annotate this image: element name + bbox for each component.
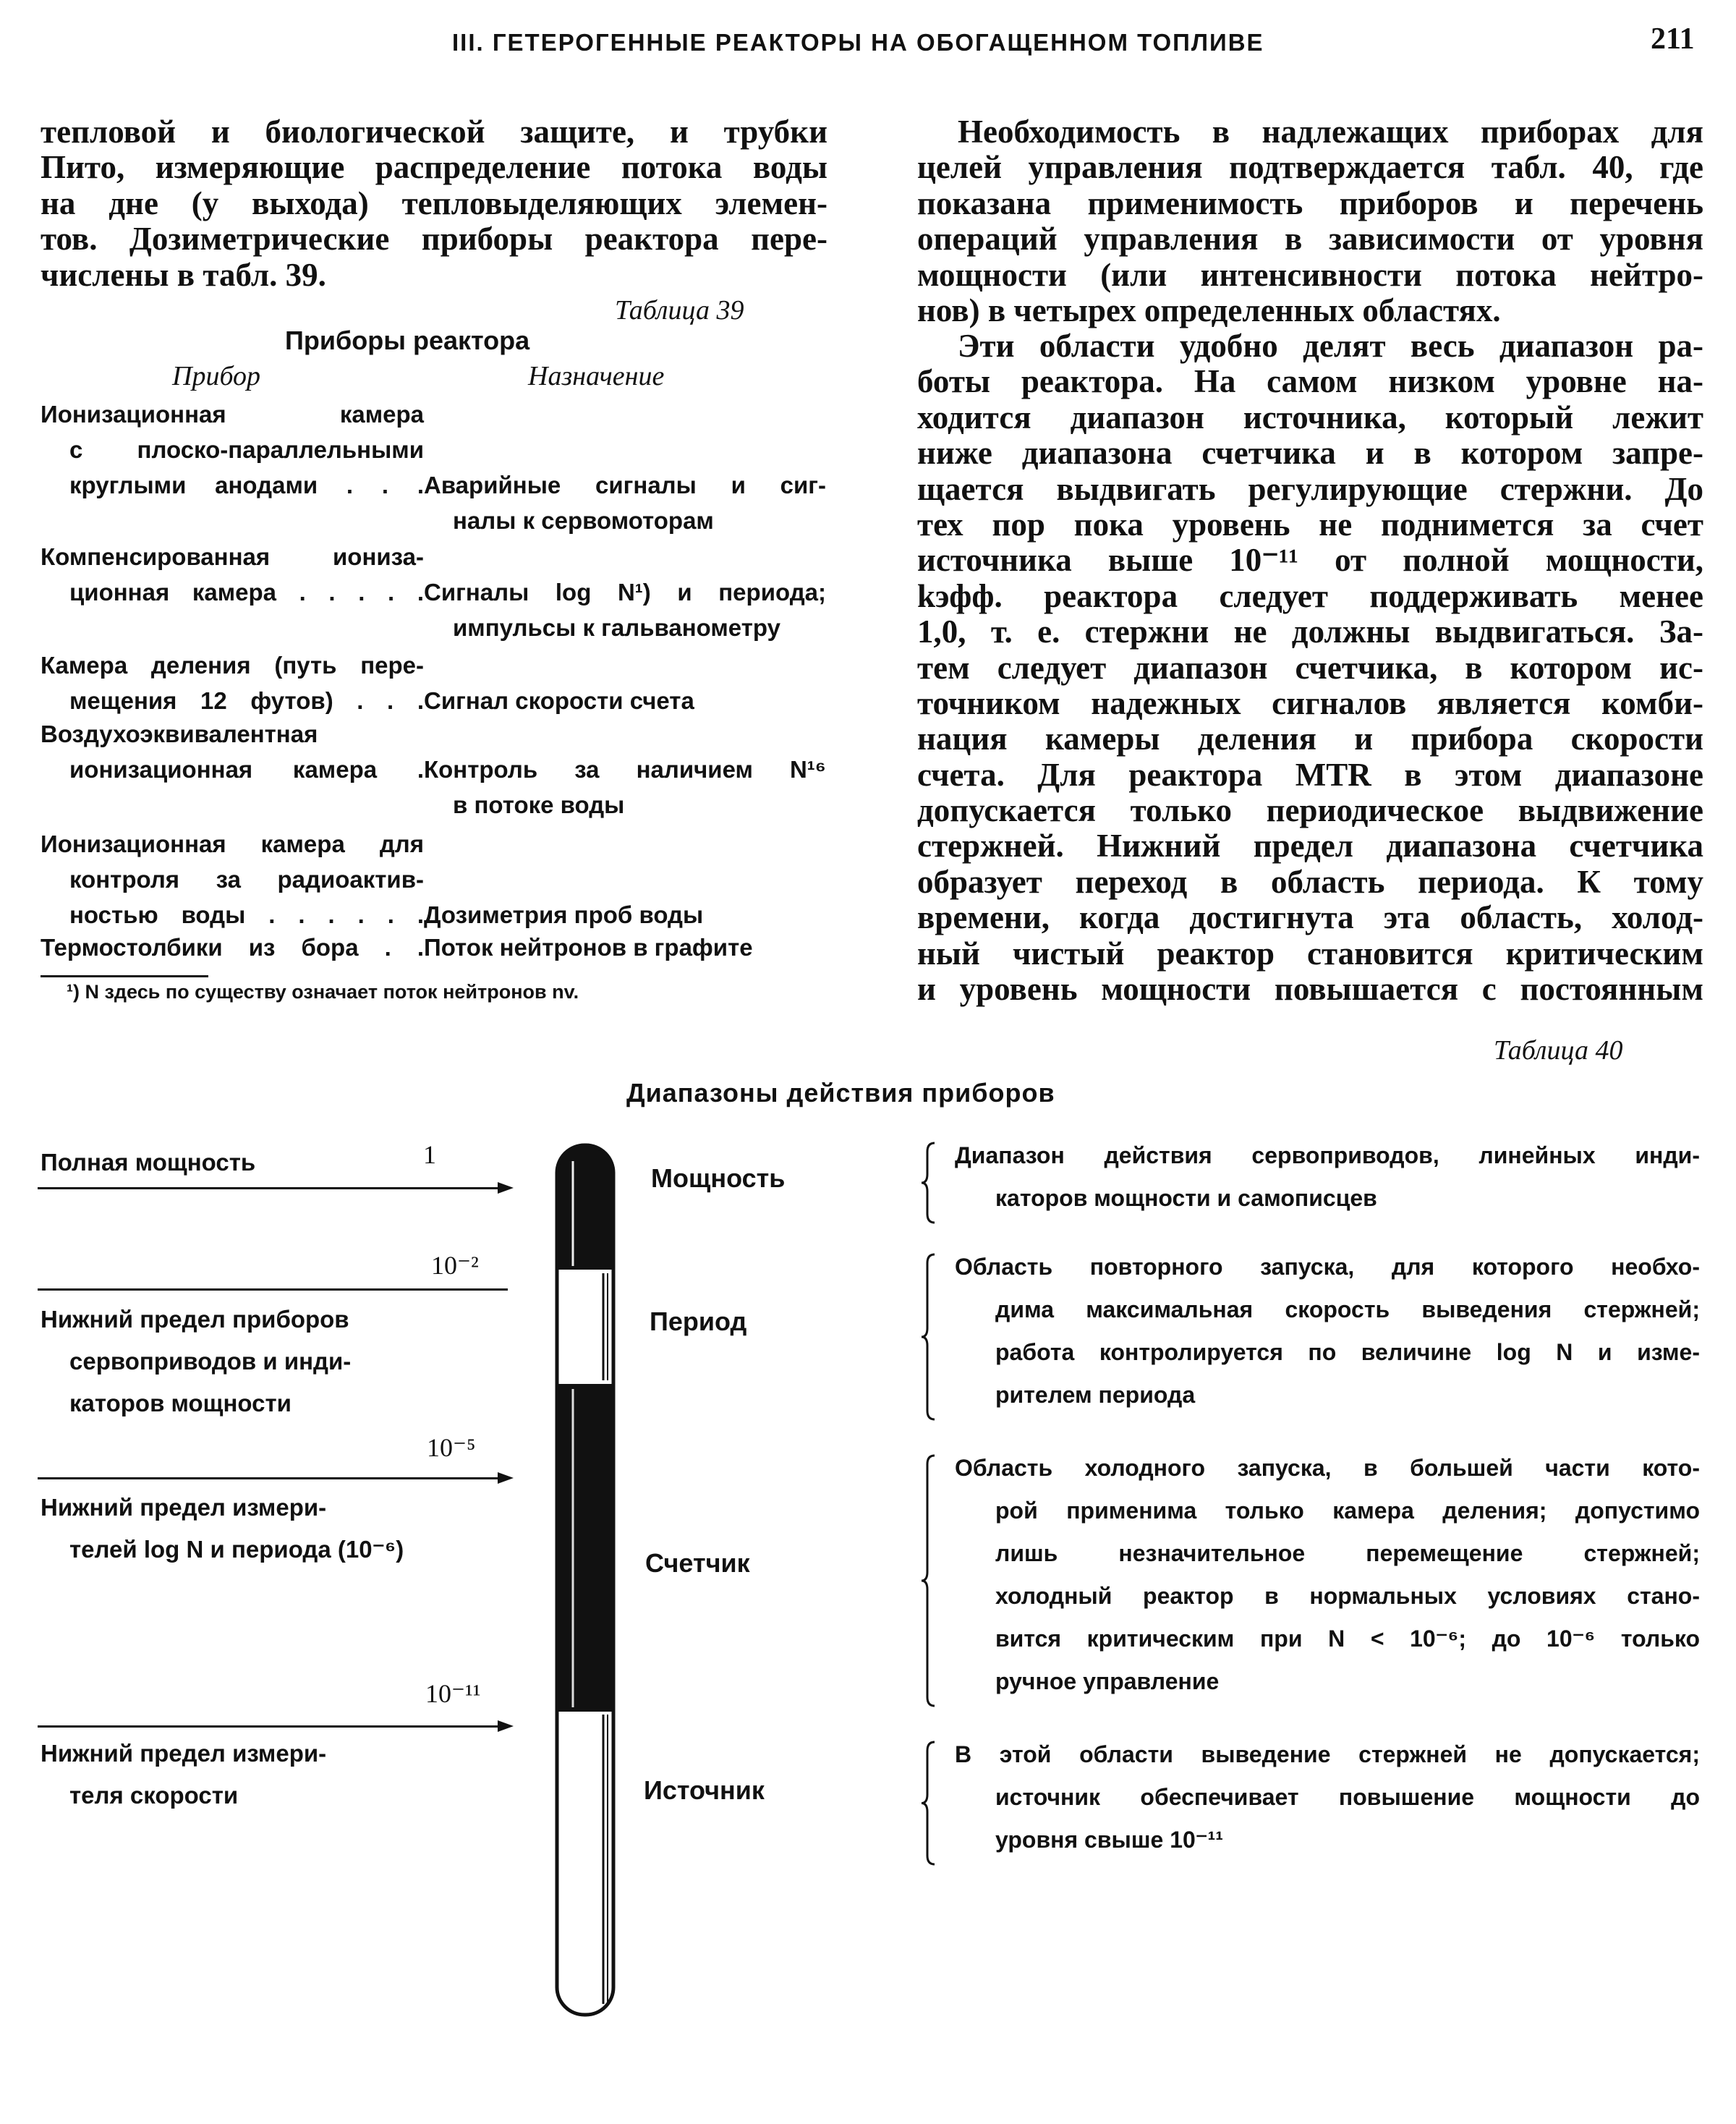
description-line: источник обеспечивает повышение мощности до	[995, 1784, 1700, 1810]
table-39-caption: Таблица 39	[615, 295, 744, 326]
table-row	[41, 647, 829, 718]
device-cell	[41, 396, 424, 538]
text-line: нация камеры деления и прибора скорости	[917, 721, 1703, 757]
text-line: показана применимость приборов и перечень	[917, 184, 1703, 221]
level-label	[41, 1299, 351, 1424]
text-line: kэфф. реактора следует поддерживать менее	[917, 577, 1703, 614]
table-40-title: Диапазоны действия приборов	[626, 1078, 1055, 1108]
brace-icon	[919, 1252, 940, 1422]
purpose-cell	[424, 647, 826, 718]
device-line: ционная камера . . . . .	[69, 579, 424, 606]
running-title: III. ГЕТЕРОГЕННЫЕ РЕАКТОРЫ НА ОБОГАЩЕННОМ ТОПЛИВЕ	[452, 29, 1264, 56]
purpose-line: налы к сервомоторам	[453, 507, 714, 534]
purpose-line: импульсы к гальванометру	[453, 614, 780, 641]
arrow-icon	[498, 1472, 514, 1484]
purpose-line: Контроль за наличием N¹⁶	[424, 756, 826, 783]
purpose-cell	[424, 716, 826, 823]
level-line	[38, 1187, 499, 1189]
text-line: счета. Для реактора MTR в этом диапазоне	[917, 756, 1703, 793]
purpose-cell	[424, 826, 826, 933]
device-line: с плоско-параллельными	[69, 436, 424, 463]
text-line: времени, когда достигнута эта область, холод-	[917, 899, 1703, 936]
text-line: операций управления в зависимости от уровня	[917, 221, 1703, 258]
text-line: числены в табл. 39.	[41, 256, 326, 293]
table-39-col-purpose: Назначение	[528, 361, 665, 391]
description-line: работа контролируется по величине log N и изме-	[995, 1339, 1700, 1365]
label-line: теля скорости	[69, 1782, 239, 1809]
level-line	[38, 1288, 508, 1291]
table-39-title: Приборы реактора	[285, 326, 530, 355]
range-name: Счетчик	[645, 1548, 750, 1578]
purpose-line: в потоке воды	[453, 791, 625, 818]
text-line: ный чистый реактор становится критическим	[917, 935, 1703, 972]
device-cell	[41, 930, 424, 965]
range-name: Период	[650, 1307, 747, 1336]
table-40-caption: Таблица 40	[1494, 1035, 1623, 1066]
level-value: 10⁻⁵	[427, 1433, 476, 1462]
level-line	[38, 1477, 499, 1479]
text-line: тех пор пока уровень не поднимется за счет	[917, 506, 1703, 543]
purpose-line: Дозиметрия проб воды	[424, 901, 704, 928]
level-value: 1	[423, 1140, 436, 1169]
text-line: на дне (у выхода) тепловыделяющих элемен-	[41, 184, 827, 221]
device-line: Термостолбики из бора . .	[41, 934, 424, 961]
description-line: Диапазон действия сервоприводов, линейных инди-	[955, 1142, 1700, 1168]
text-line: тем следует диапазон счетчика, в котором ис-	[917, 649, 1703, 686]
description-line: дима максимальная скорость выведения стержней;	[995, 1296, 1700, 1322]
table-row	[41, 826, 829, 933]
range-description	[955, 1733, 1700, 1861]
level-label	[41, 1142, 255, 1184]
text-line: мощности (или интенсивности потока нейтро-	[917, 256, 1703, 293]
purpose-line: Поток нейтронов в графите	[424, 934, 753, 961]
device-line: ионизационная камера .	[69, 756, 424, 783]
rod-segment-period	[557, 1270, 613, 1384]
label-line: Нижний предел измери-	[41, 1494, 327, 1521]
brace-icon	[919, 1739, 940, 1867]
table-39	[41, 396, 829, 975]
label-line: Полная мощность	[41, 1149, 256, 1176]
table-row	[41, 539, 829, 645]
device-line: Компенсированная иониза-	[41, 543, 424, 570]
description-line: уровня свыше 10⁻¹¹	[995, 1827, 1223, 1853]
footnote: ¹) N здесь по существу означает поток нейтронов nv.	[67, 981, 579, 1003]
description-line: холодный реактор в нормальных условиях стано-	[995, 1583, 1700, 1609]
text-line: стержней. Нижний предел диапазона счетчика	[917, 828, 1703, 865]
device-cell	[41, 539, 424, 645]
text-line: Эти области удобно делят весь диапазон ра-	[958, 328, 1703, 364]
range-description	[955, 1246, 1700, 1416]
text-line: Пито, измеряющие распределение потока воды	[41, 149, 827, 186]
range-name: Источник	[644, 1775, 765, 1805]
level-line	[38, 1725, 499, 1728]
range-name: Мощность	[651, 1163, 786, 1193]
device-cell	[41, 716, 424, 823]
level-value: 10⁻¹¹	[425, 1679, 481, 1708]
text-line: и уровень мощности повышается с постоянным	[917, 971, 1703, 1008]
description-line: каторов мощности и самописцев	[995, 1185, 1377, 1211]
brace-icon	[919, 1453, 940, 1709]
text-line: тепловой и биологической защите, и трубки	[41, 114, 827, 150]
device-line: контроля за радиоактив-	[69, 866, 424, 893]
text-line: тов. Дозиметрические приборы реактора пере-	[41, 221, 827, 258]
description-line: В этой области выведение стержней не допускается;	[955, 1741, 1700, 1767]
range-description	[955, 1447, 1700, 1703]
device-line: мещения 12 футов) . . .	[69, 687, 424, 714]
device-line: ностью воды . . . . . .	[69, 901, 424, 928]
arrow-icon	[498, 1182, 514, 1194]
control-rod-illustration	[550, 1139, 622, 2022]
purpose-line: Аварийные сигналы и сиг-	[424, 472, 826, 498]
table-row	[41, 930, 829, 965]
right-paragraph-2	[917, 328, 1703, 1007]
description-line: рой применима только камера деления; допустимо	[995, 1498, 1700, 1524]
label-line: сервоприводов и инди-	[69, 1348, 352, 1375]
level-label	[41, 1487, 404, 1571]
brace-icon	[919, 1140, 940, 1225]
range-description	[955, 1134, 1700, 1220]
text-line: целей управления подтверждается табл. 40, где	[917, 149, 1703, 186]
rod-segment-power	[557, 1139, 613, 1270]
device-cell	[41, 647, 424, 718]
text-line: боты реактора. На самом низком уровне на-	[917, 363, 1703, 400]
device-cell	[41, 826, 424, 933]
text-line: точником надежных сигналов является комби-	[917, 684, 1703, 721]
text-line: нов) в четырех определенных областях.	[917, 292, 1501, 328]
text-line: допускается только периодическое выдвижение	[917, 792, 1703, 829]
label-line: телей log N и периода (10⁻⁶)	[69, 1536, 404, 1563]
description-line: лишь незначительное перемещение стержней;	[995, 1540, 1700, 1566]
rod-segment-source	[557, 1712, 613, 2022]
description-line: Область повторного запуска, для которого необхо-	[955, 1254, 1700, 1280]
description-line: вится критическим при N < 10⁻⁶; до 10⁻⁶ только	[995, 1626, 1700, 1652]
level-label	[41, 1733, 326, 1817]
device-line: Воздухоэквивалентная	[41, 721, 318, 747]
device-line: Ионизационная камера	[41, 401, 424, 428]
table-row	[41, 396, 829, 538]
purpose-cell	[424, 539, 826, 645]
description-line: ручное управление	[995, 1668, 1220, 1694]
arrow-icon	[498, 1720, 514, 1732]
footnote-rule	[41, 975, 208, 977]
purpose-line: Сигналы log N¹) и периода;	[424, 579, 826, 606]
table-row	[41, 716, 829, 823]
text-line: ниже диапазона счетчика и в котором запре-	[917, 435, 1703, 472]
device-line: Камера деления (путь пере-	[41, 652, 424, 679]
right-paragraph-1	[917, 114, 1703, 328]
description-line: Область холодного запуска, в большей части кото-	[955, 1455, 1700, 1481]
left-paragraph	[41, 114, 827, 293]
description-line: рителем периода	[995, 1382, 1196, 1408]
device-line: Ионизационная камера для	[41, 831, 424, 857]
purpose-cell	[424, 396, 826, 538]
text-line: образует переход в область периода. К тому	[917, 863, 1703, 900]
label-line: каторов мощности	[69, 1390, 292, 1416]
text-line: 1,0, т. е. стержни не должны выдвигаться. За-	[917, 613, 1703, 650]
text-line: ходится диапазон источника, который лежит	[917, 399, 1703, 436]
page-number: 211	[1651, 22, 1695, 56]
label-line: Нижний предел измери-	[41, 1740, 327, 1767]
device-line: круглыми анодами . . .	[69, 472, 424, 498]
purpose-cell	[424, 930, 826, 965]
level-value: 10⁻²	[431, 1251, 479, 1280]
text-line: источника выше 10⁻¹¹ от полной мощности,	[917, 542, 1703, 579]
label-line: Нижний предел приборов	[41, 1306, 349, 1333]
purpose-line: Сигнал скорости счета	[424, 687, 694, 714]
text-line: щается выдвигать регулирующие стержни. До	[917, 470, 1703, 507]
rod-segment-counter	[557, 1384, 613, 1712]
table-39-col-device: Прибор	[172, 361, 261, 391]
text-line: Необходимость в надлежащих приборах для	[958, 114, 1703, 150]
